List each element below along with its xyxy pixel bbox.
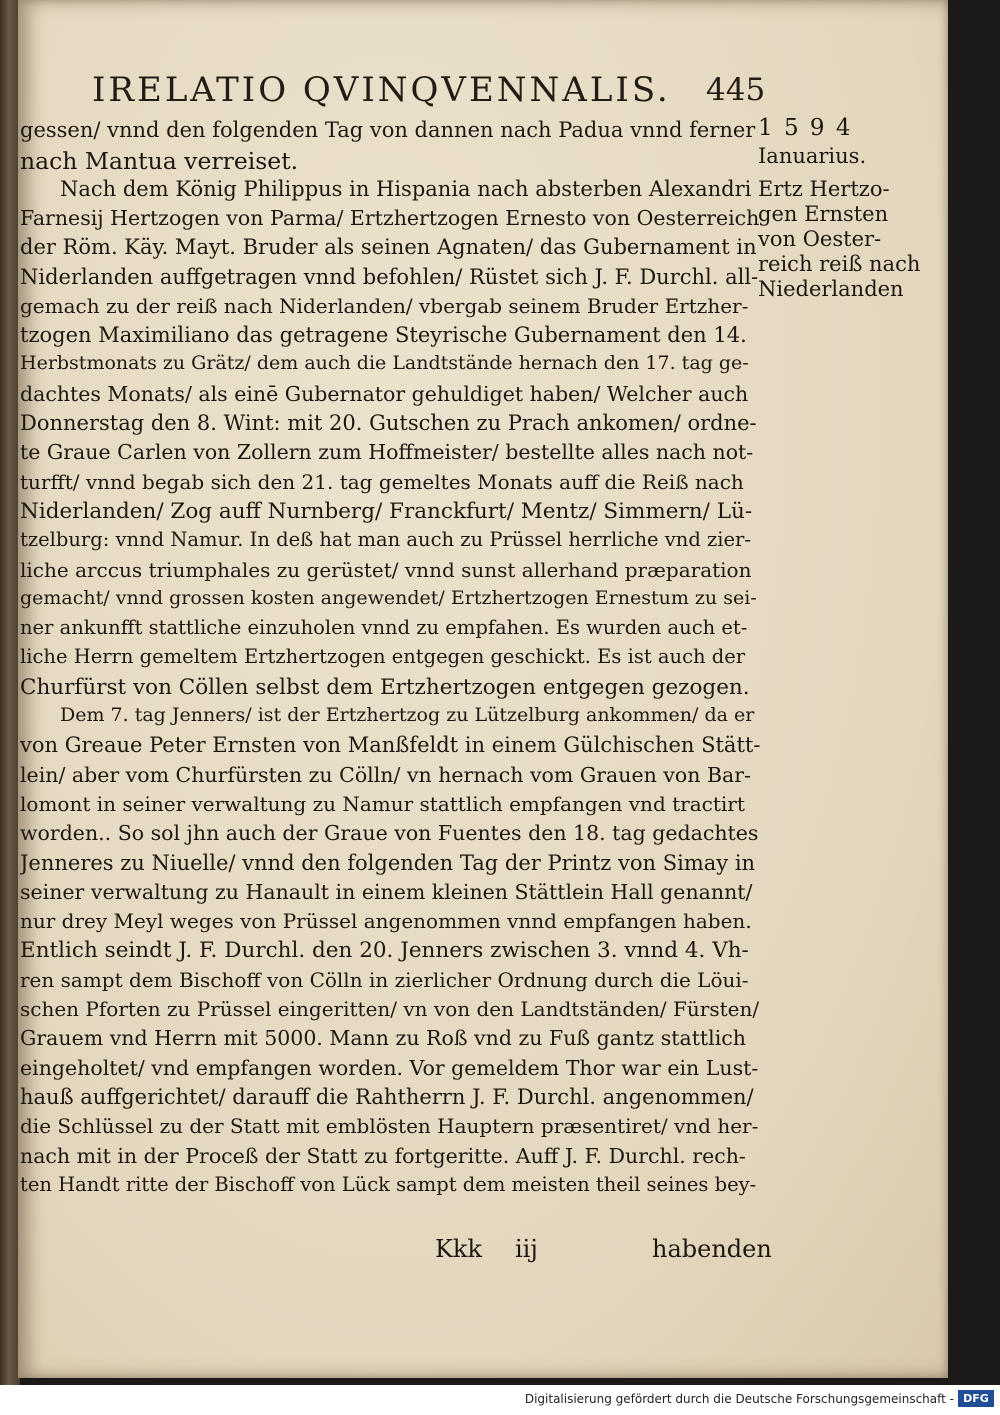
signature-number: iij <box>515 1235 538 1263</box>
text-line: von Greaue Peter Ernsten von Manßfeldt in einem Gülchischen Stätt- <box>20 733 760 758</box>
text-line: lein/ aber vom Churfürsten zu Cölln/ vn hernach vom Grauen von Bar- <box>20 762 751 787</box>
book-spine <box>0 0 20 1385</box>
margin-note-line: gen Ernsten <box>758 202 889 226</box>
text-line: Herbstmonats zu Grätz/ dem auch die Landtstände hernach den 17. tag ge- <box>20 352 749 375</box>
text-line: nach mit in der Proceß der Statt zu fortgeritte. Auff J. F. Durchl. rech- <box>20 1143 746 1168</box>
text-line: Grauem vnd Herrn mit 5000. Mann zu Roß vnd zu Fuß gantz stattlich <box>20 1026 746 1051</box>
text-line: eingeholtet/ vnd empfangen worden. Vor gemeldem Thor war ein Lust- <box>20 1055 759 1080</box>
page-number: 445 <box>706 72 766 108</box>
text-line: seiner verwaltung zu Hanault in einem kleinen Stättlein Hall genannt/ <box>20 879 753 904</box>
margin-year: 1 5 9 4 <box>758 115 853 141</box>
text-line: tzogen Maximiliano das getragene Steyrische Gubernament den 14. <box>20 323 747 348</box>
text-line: gessen/ vnnd den folgenden Tag von dannen nach Padua vnnd ferner <box>20 118 756 142</box>
text-line: dachtes Monats/ als einē Gubernator gehuldiget haben/ Welcher auch <box>20 381 749 406</box>
text-line: ten Handt ritte der Bischoff von Lück sampt dem meisten theil seines bey- <box>20 1172 757 1196</box>
dfg-logo: DFG <box>958 1390 994 1407</box>
text-line: gemach zu der reiß nach Niderlanden/ vbergab seinem Bruder Ertzher- <box>20 293 749 318</box>
text-line: die Schlüssel zu der Statt mit emblösten Hauptern præsentiret/ vnd her- <box>20 1114 759 1139</box>
text-line: Jenneres zu Niuelle/ vnnd den folgenden Tag der Printz von Simay in <box>20 850 756 875</box>
margin-note-line: Niederlanden <box>758 277 904 301</box>
text-line: nur drey Meyl weges von Prüssel angenommen vnnd empfangen haben. <box>20 909 752 934</box>
text-line: hauß auffgerichtet/ darauff die Rahtherrn J. F. Durchl. angenommen/ <box>20 1084 754 1109</box>
text-line: Dem 7. tag Jenners/ ist der Ertzhertzog zu Lützelburg ankommen/ da er <box>60 704 755 726</box>
text-line: Farnesij Hertzogen von Parma/ Ertzhertzogen Ernesto von Oesterreich <box>20 205 760 230</box>
text-line: der Röm. Käy. Mayt. Bruder als seinen Agnaten/ das Gubernament in <box>20 235 757 260</box>
text-line: te Graue Carlen von Zollern zum Hoffmeister/ bestellte alles nach not- <box>20 440 754 465</box>
signature-mark: Kkk <box>435 1235 483 1263</box>
margin-note-line: von Oester- <box>758 227 882 251</box>
text-line: liche arccus triumphales zu gerüstet/ vnnd sunst allerhand præparation <box>20 557 752 582</box>
running-head: IRELATIO QVINQVENNALIS. <box>92 70 671 110</box>
text-line: turfft/ vnnd begab sich den 21. tag gemeltes Monats auff die Reiß nach <box>20 469 744 494</box>
text-line: nach Mantua verreiset. <box>20 147 299 176</box>
margin-note-line: reich reiß nach <box>758 252 921 276</box>
text-line: worden.. So sol jhn auch der Graue von Fuentes den 18. tag gedachtes <box>20 821 759 846</box>
text-line: Donnerstag den 8. Wint: mit 20. Gutschen zu Prach ankomen/ ordne- <box>20 411 757 435</box>
text-line: Niderlanden auffgetragen vnnd befohlen/ Rüstet sich J. F. Durchl. all- <box>20 264 759 289</box>
text-line: ren sampt dem Bischoff von Cölln in zierlicher Ordnung durch die Löui- <box>20 967 749 992</box>
margin-note-line: Ertz Hertzo- <box>758 177 890 201</box>
text-line: gemacht/ vnnd grossen kosten angewendet/ Ertzhertzogen Ernestum zu sei- <box>20 586 757 609</box>
text-line: ner ankunfft stattliche einzuholen vnnd zu empfahen. Es wurden auch et- <box>20 616 748 640</box>
text-line: liche Herrn gemeltem Ertzhertzogen entgegen geschickt. Es ist auch der <box>20 645 746 669</box>
text-line: Entlich seindt J. F. Durchl. den 20. Jenners zwischen 3. vnnd 4. Vh- <box>20 938 749 964</box>
text-line: schen Pforten zu Prüssel eingeritten/ vn von den Landtständen/ Fürsten/ <box>20 997 760 1021</box>
text-line: Churfürst von Cöllen selbst dem Ertzhertzogen entgegen gezogen. <box>20 674 750 700</box>
margin-month: Ianuarius. <box>758 144 867 168</box>
text-line: tzelburg: vnnd Namur. In deß hat man auch zu Prüssel herrliche vnd zier- <box>20 528 751 552</box>
text-line: Nach dem König Philippus in Hispania nach absterben Alexandri <box>60 176 752 201</box>
text-line: Niderlanden/ Zog auff Nurnberg/ Franckfurt/ Mentz/ Simmern/ Lü- <box>20 498 753 524</box>
catchword: habenden <box>652 1235 772 1263</box>
text-line: lomont in seiner verwaltung zu Namur stattlich empfangen vnd tractirt <box>20 791 745 816</box>
footer-credit: Digitalisierung gefördert durch die Deutsche Forschungsgemeinschaft - <box>524 1392 954 1406</box>
